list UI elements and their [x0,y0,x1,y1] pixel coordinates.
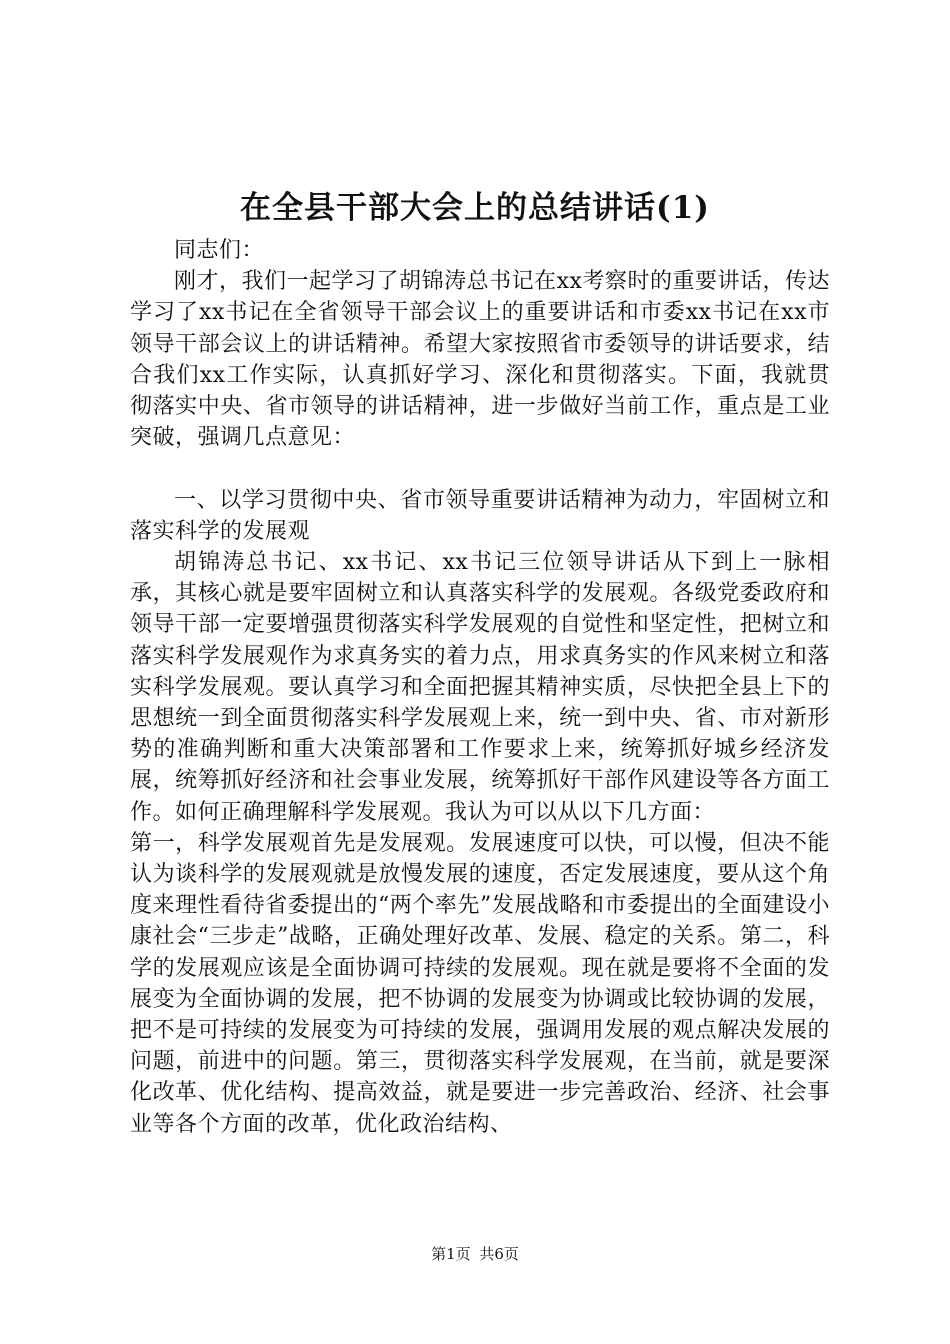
document-body [130,235,830,1140]
body-paragraph-continued: 第一，科学发展观首先是发展观。发展速度可以快，可以慢，但决不能认为谈科学的发展观就是放慢发展的速度，否定发展速度，要从这个角度来理性看待省委提出的“两个率先”发展战略和市委提出的全面建设小康社会“三步走”战略，正确处理好改革、发展、稳定的关系。第二，科学的发展观应该是全面协调可持续的发展观。现在就是要将不全面的发展变为全面协调的发展，把不协调的发展变为协调或比较协调的发展，把不是可持续的发展变为可持续的发展，强调用发展的观点解决发展的问题，前进中的问题。第三，贯彻落实科学发展观，在当前，就是要深化改革、优化结构、提高效益，就是要进一步完善政治、经济、社会事业等各个方面的改革，优化政治结构、 [130,830,830,1137]
page-footer [0,1244,950,1264]
document-title: 在全县干部大会上的总结讲话(1) [240,190,710,226]
section-heading: 一、以学习贯彻中央、省市领导重要讲话精神为动力，牢固树立和落实科学的发展观 [130,487,830,544]
salutation: 同志们： [174,238,265,263]
body-paragraph: 胡锦涛总书记、xx书记、xx书记三位领导讲话从下到上一脉相承，其核心就是要牢固树立和认真落实科学的发展观。各级党委政府和领导干部一定要增强贯彻落实科学发展观的自觉性和坚定性，把树立和落实科学发展观作为求真务实的着力点，用求真务实的作风来树立和落实科学发展观。要认真学习和全面把握其精神实质，尽快把全县上下的思想统一到全面贯彻落实科学发展观上来，统一到中央、省、市对新形势的准确判断和重大决策部署和工作要求上来，统筹抓好城乡经济发展，统筹抓好经济和社会事业发展，统筹抓好干部作风建设等各方面工作。如何正确理解科学发展观。我认为可以从以下几方面： [130,550,830,825]
page-total: 共6页 [479,1245,519,1263]
paragraph-spacer [130,453,830,484]
page-number: 第1页 [431,1245,471,1263]
intro-paragraph: 刚才，我们一起学习了胡锦涛总书记在xx考察时的重要讲话，传达学习了xx书记在全省领导干部会议上的重要讲话和市委xx书记在xx市领导干部会议上的讲话精神。希望大家按照省市委领导的讲话要求，结合我们xx工作实际，认真抓好学习、深化和贯彻落实。下面，我就贯彻落实中央、省市领导的讲话精神，进一步做好当前工作，重点是工业突破，强调几点意见： [130,269,830,451]
